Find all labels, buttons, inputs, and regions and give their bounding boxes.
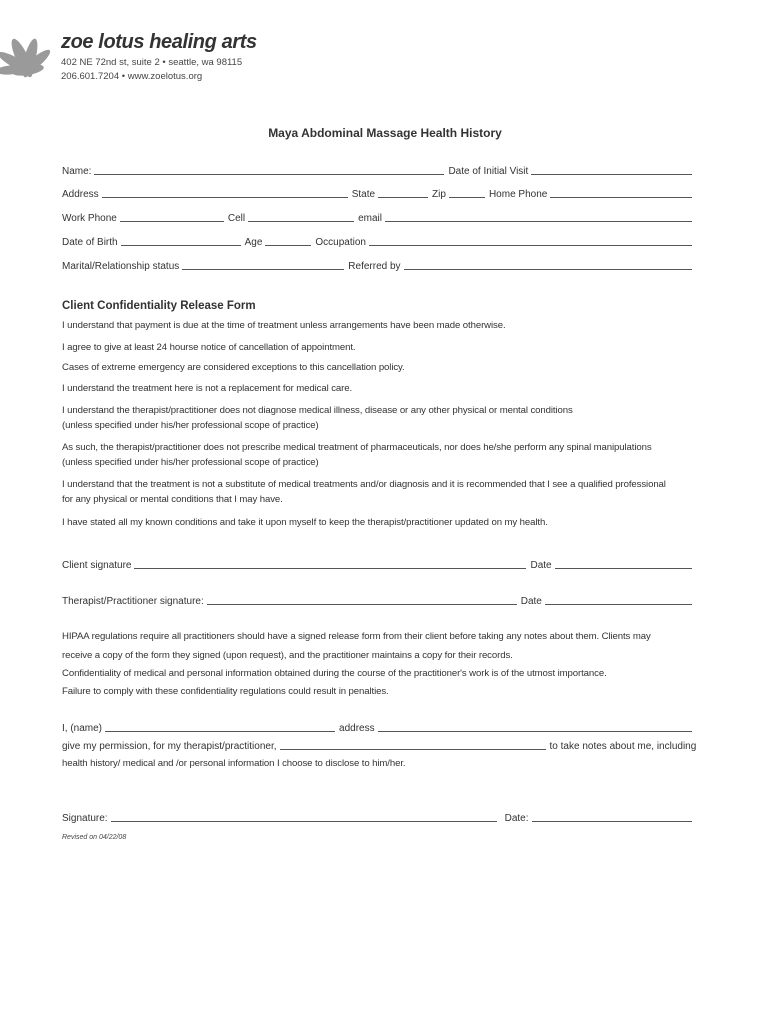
therapist-date-line[interactable] [545,594,692,605]
revised-note: Revised on 04/22/08 [62,834,127,841]
marital-label: Marital/Relationship status [62,261,180,272]
work-phone-label: Work Phone [62,213,117,224]
form-title: Maya Abdominal Massage Health History [268,126,502,140]
therapist-signature-line[interactable] [207,594,517,605]
row-marital [62,258,696,272]
row-name [62,163,696,177]
final-date-line[interactable] [532,811,693,822]
initial-visit-line[interactable] [531,164,692,175]
client-date-line[interactable] [555,558,692,569]
work-phone-line[interactable] [120,211,224,222]
row-phone [62,210,696,224]
occupation-label: Occupation [315,237,366,248]
row-final-signature [62,810,696,824]
cell-label: Cell [227,213,246,224]
name-label: Name: [62,166,92,177]
home-phone-label: Home Phone [488,189,548,200]
release-p3: Cases of extreme emergency are considered exceptions to this cancellation policy. [62,362,405,373]
hipaa-l2: receive a copy of the form they signed (upon request), and the practitioner maintains a copy for their records. [62,650,513,661]
state-label: State [351,189,376,200]
release-p5b: (unless specified under his/her professional scope of practice) [62,420,319,431]
client-signature-line[interactable] [134,558,526,569]
row-address [62,186,696,200]
referred-line[interactable] [404,259,692,270]
zip-label: Zip [432,189,446,200]
marital-line[interactable] [182,259,344,270]
permission-history: health history/ medical and /or personal information I choose to disclose to him/her. [62,758,406,769]
row-permission-name [62,720,696,734]
release-p5a: I understand the therapist/practitioner does not diagnose medical illness, disease or any other physical or mental conditions [62,405,573,416]
address-label: Address [62,189,99,200]
home-phone-line[interactable] [550,187,692,198]
client-signature-label: Client signature [62,560,132,571]
release-p7b: for any physical or mental conditions that I may have. [62,494,283,505]
therapist-date-label: Date [520,596,542,607]
state-line[interactable] [378,187,428,198]
permission-practitioner-line[interactable] [280,739,546,750]
final-date-label: Date: [504,813,529,824]
release-p2: I agree to give at least 24 hourse notice of cancellation of appointment. [62,342,356,353]
cell-line[interactable] [248,211,354,222]
permission-name-label: I, (name) [62,723,103,734]
dob-label: Date of Birth [62,237,118,248]
final-signature-line[interactable] [111,811,497,822]
zip-line[interactable] [449,187,485,198]
row-client-signature [62,557,696,571]
release-p8: I have stated all my known conditions and take it upon myself to keep the therapist/practitioner updated on my health. [62,517,548,528]
age-label: Age [244,237,263,248]
permission-give-label: give my permission, for my therapist/practitioner, [62,741,277,752]
client-date-label: Date [530,560,552,571]
hipaa-l4: Failure to comply with these confidentiality regulations could result in penalties. [62,686,389,697]
row-permission-give [62,738,712,752]
email-line[interactable] [385,211,692,222]
occupation-line[interactable] [369,235,692,246]
release-title: Client Confidentiality Release Form [62,300,256,312]
referred-label: Referred by [348,261,401,272]
hipaa-l1: HIPAA regulations require all practitioners should have a signed release form from their client before taking any notes about them. Clients may [62,631,651,642]
brand-name: zoe lotus healing arts [61,31,257,53]
age-line[interactable] [265,235,311,246]
therapist-signature-label: Therapist/Practitioner signature: [62,596,204,607]
lotus-logo [0,26,58,90]
release-p6b: (unless specified under his/her professional scope of practice) [62,457,319,468]
brand-contact: 206.601.7204 • www.zoelotus.org [61,71,203,82]
release-p1: I understand that payment is due at the time of treatment unless arrangements have been made otherwise. [62,320,506,331]
final-signature-label: Signature: [62,813,108,824]
release-p6a: As such, the therapist/practitioner does not prescribe medical treatment of pharmaceuticals, nor does he/she perform any spinal manipulations [62,442,652,453]
dob-line[interactable] [121,235,241,246]
permission-address-label: address [339,723,375,734]
row-therapist-signature [62,593,696,607]
release-p7a: I understand that the treatment is not a substitute of medical treatments and/or diagnosis and it is recommended that I see a qualified professional [62,479,666,490]
release-p4: I understand the treatment here is not a replacement for medical care. [62,383,353,394]
row-dob [62,234,696,248]
name-line[interactable] [94,164,444,175]
permission-address-line[interactable] [378,721,692,732]
brand-address: 402 NE 72nd st, suite 2 • seattle, wa 98115 [61,57,243,68]
initial-visit-label: Date of Initial Visit [448,166,529,177]
permission-name-line[interactable] [105,721,335,732]
permission-take-notes-label: to take notes about me, including [549,741,697,752]
address-line[interactable] [102,187,348,198]
hipaa-l3: Confidentiality of medical and personal information obtained during the course of the practitioner's work is of the utmost importance. [62,668,607,679]
email-label: email [358,213,382,224]
